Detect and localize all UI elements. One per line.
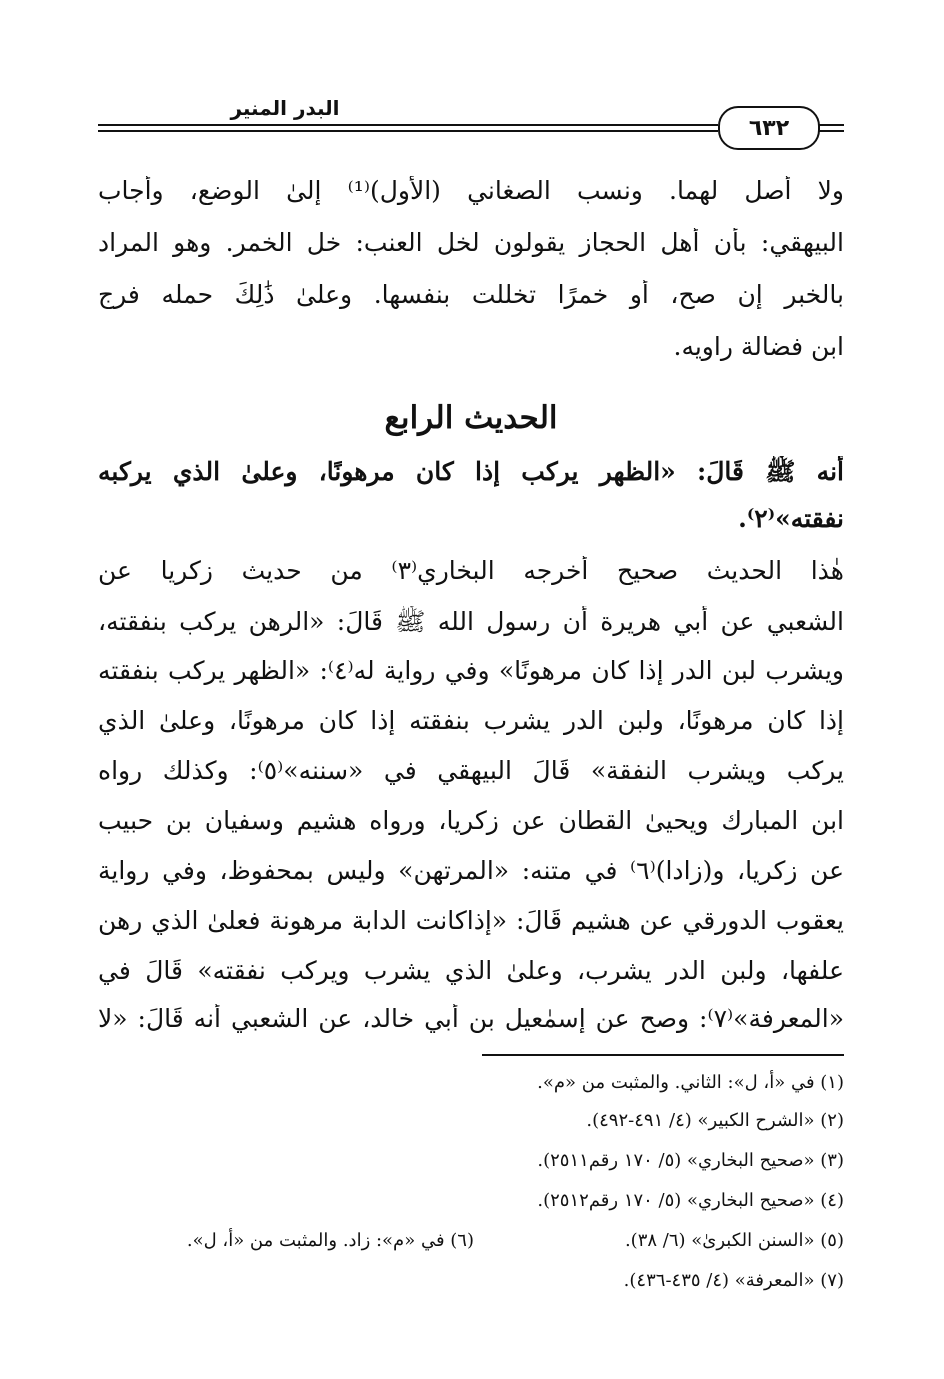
- footnote-5: (٥) «السنن الكبرىٰ» (٦/ ٣٨).: [624, 1230, 844, 1251]
- footnote-6: (٦) في «م»: زاد. والمثبت من «أ، ل».: [186, 1230, 474, 1251]
- footnote-3: (٣) «صحيح البخاري» (٥/ ١٧٠ رقم٢٥١١).: [537, 1150, 844, 1171]
- hadith-line: نفقته»⁽٢⁾.: [738, 504, 844, 533]
- paragraph2-line: علفها، ولبن الدر يشرب، وعلىٰ الذي يشرب ويركب نفقته» قَالَ في: [98, 956, 844, 985]
- hadith-line: أنه ﷺ قَالَ: «الظهر يركب إذا كان مرهونًا، وعلىٰ الذي يركبه: [98, 457, 844, 486]
- paragraph2-line: الشعبي عن أبي هريرة أن رسول الله ﷺ قَالَ: «الرهن يركب بنفقته،: [98, 607, 844, 636]
- paragraph1-line: ولا أصل لهما. ونسب الصغاني (الأول)⁽¹⁾ إلىٰ الوضع، وأجاب: [98, 176, 844, 205]
- header-rule: [98, 124, 718, 126]
- paragraph2-line: إذا كان مرهونًا، ولبن الدر يشرب بنفقته إذا كان مرهونًا، وعلىٰ الذي: [98, 706, 844, 735]
- paragraph2-line: هٰذا الحديث صحيح أخرجه البخاري⁽٣⁾ من حديث زكريا عن: [98, 556, 844, 585]
- paragraph2-line: يركب ويشرب النفقة» قَالَ البيهقي في «سننه»⁽٥⁾: وكذلك رواه: [98, 756, 844, 785]
- header-rule-double: [98, 130, 718, 132]
- footnote-separator: [482, 1054, 844, 1056]
- paragraph2-line: عن زكريا، و(زادا)⁽٦⁾ في متنه: «المرتهن» وليس بمحفوظ، وفي رواية: [98, 856, 844, 885]
- footnote-7: (٧) «المعرفة» (٤/ ٤٣٥-٤٣٦).: [623, 1270, 844, 1291]
- paragraph2-line: ابن المبارك ويحيىٰ القطان عن زكريا، ورواه هشيم وسفيان بن حبيب: [98, 806, 844, 835]
- footnote-4: (٤) «صحيح البخاري» (٥/ ١٧٠ رقم٢٥١٢).: [537, 1190, 844, 1211]
- running-title: البدر المنير: [230, 96, 340, 120]
- paragraph1-line: البيهقي: بأن أهل الحجاز يقولون لخل العنب: خل الخمر. وهو المراد: [98, 228, 844, 257]
- header-rule-right-double: [818, 130, 844, 132]
- paragraph2-line: يعقوب الدورقي عن هشيم قَالَ: «إذاكانت الدابة مرهونة فعلىٰ الذي رهن: [98, 906, 844, 935]
- paragraph1-line: ابن فضالة راويه.: [673, 332, 844, 361]
- section-heading: الحديث الرابع: [384, 400, 558, 436]
- footnote-1: (١) في «أ، ل»: الثاني. والمثبت من «م».: [537, 1072, 844, 1093]
- paragraph2-line: «المعرفة»⁽٧⁾: وصح عن إسمٰعيل بن أبي خالد، عن الشعبي أنه قَالَ: «لا: [98, 1004, 844, 1033]
- page-number: [718, 106, 820, 150]
- paragraph2-line: ويشرب لبن الدر إذا كان مرهونًا» وفي رواية له⁽٤⁾: «الظهر يركب بنفقته: [98, 656, 844, 685]
- header-rule-right: [818, 124, 844, 126]
- page-number-text: ٦٣٢: [748, 115, 790, 141]
- footnote-2: (٢) «الشرح الكبير» (٤/ ٤٩١-٤٩٢).: [586, 1110, 844, 1131]
- paragraph1-line: بالخبر إن صح، أو خمرًا تخللت بنفسها. وعلىٰ ذَٰلِكَ حمله فرج: [98, 280, 844, 309]
